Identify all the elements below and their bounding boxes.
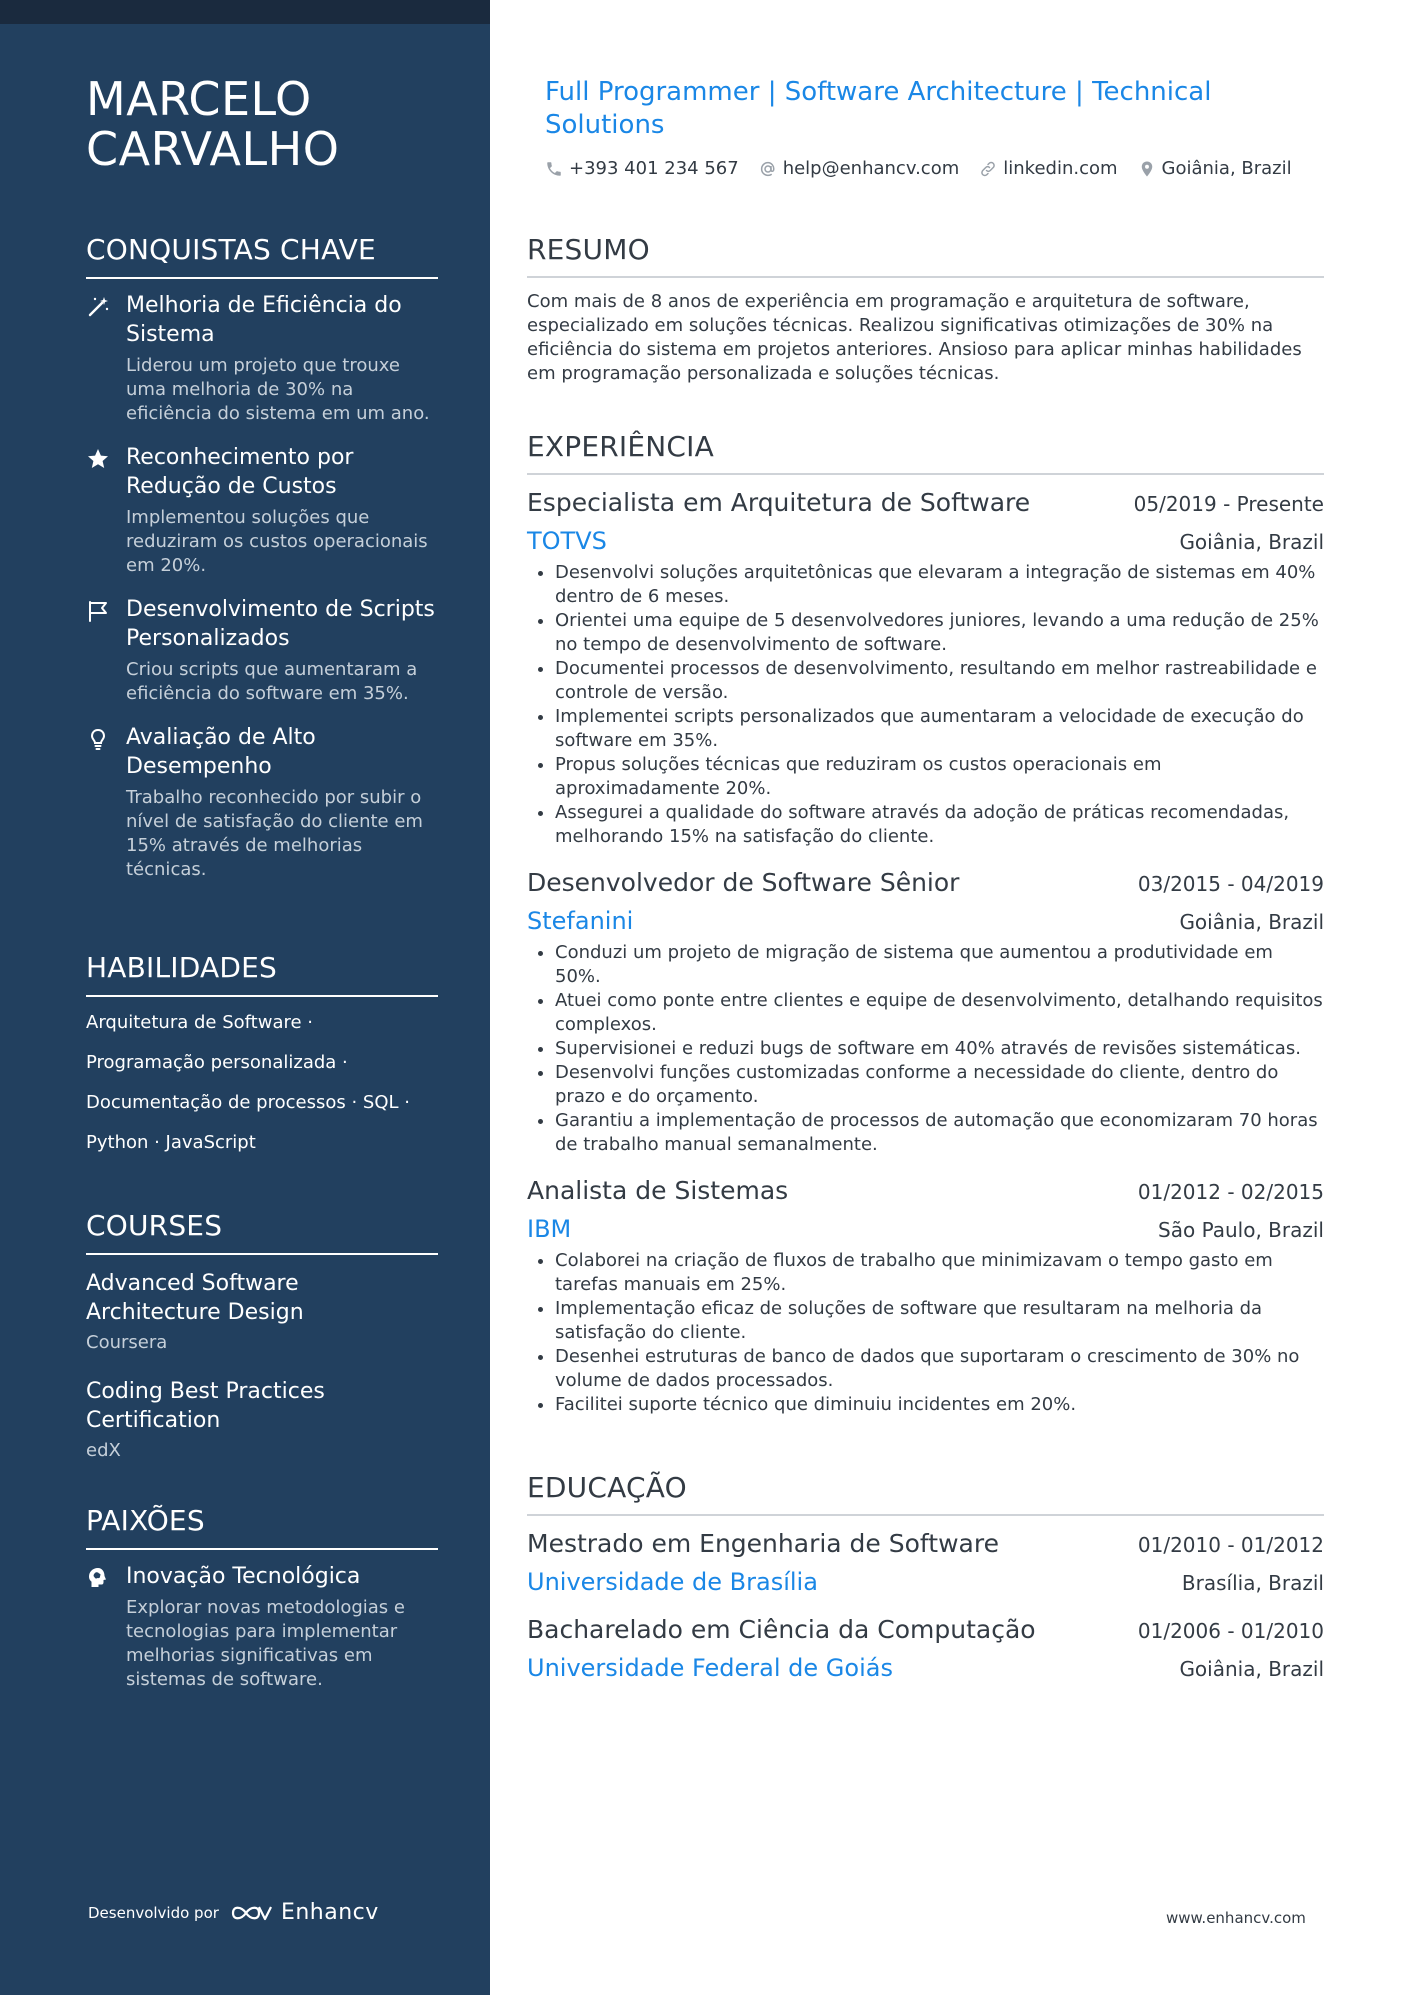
skill-line: Arquitetura de Software · (86, 1012, 313, 1033)
education-degree: Bacharelado em Ciência da Computação (527, 1615, 1036, 1644)
passion-item (86, 1562, 438, 1692)
at-icon (759, 160, 777, 178)
headline: Full Programmer | Software Architecture | Technical Solutions (545, 77, 1212, 140)
powered-by-label: Desenvolvido por (88, 1903, 219, 1922)
job-bullets (527, 1249, 1324, 1417)
course-provider: Coursera (86, 1332, 168, 1353)
name-first: MARCELO (86, 72, 312, 126)
course-title: Advanced Software Architecture Design (86, 1271, 304, 1325)
skill-line: Programação personalizada · (86, 1052, 348, 1073)
achievement-item (86, 291, 438, 426)
job-location: São Paulo, Brazil (1158, 1218, 1324, 1242)
flag-icon (86, 599, 110, 623)
candidate-name (86, 74, 466, 174)
achievements-heading: CONQUISTAS CHAVE (86, 232, 438, 279)
achievement-description: Trabalho reconhecido por subir o nível de satisfação do cliente em 15% através de melhorias técnicas. (126, 787, 423, 880)
phone-icon (545, 160, 563, 178)
website-link[interactable]: www.enhancv.com (1166, 1909, 1306, 1927)
skills-heading: HABILIDADES (86, 950, 438, 997)
education-heading: EDUCAÇÃO (527, 1470, 1324, 1516)
experience-section (527, 429, 1324, 1417)
achievement-description: Implementou soluções que reduziram os custos operacionais em 20%. (126, 507, 428, 576)
summary-text: Com mais de 8 anos de experiência em programação e arquitetura de software, especializado em soluções técnicas. Realizou significativas otimizações de 30% na eficiência do sistema em projetos anteriores. Ansioso para aplicar minhas habilidades em programação personalizada e soluções técnicas. (527, 291, 1302, 384)
contact-bar (545, 158, 1312, 179)
linkedin-text: linkedin.com (1003, 158, 1118, 179)
location-text: Goiânia, Brazil (1161, 158, 1292, 179)
job-title: Analista de Sistemas (527, 1176, 789, 1205)
job-title: Especialista em Arquitetura de Software (527, 488, 1031, 517)
job-title: Desenvolvedor de Software Sênior (527, 868, 960, 897)
job-bullet: • Supervisionei e reduzi bugs de software em 40% através de revisões sistemáticas. (555, 1037, 1324, 1061)
job-dates: 03/2015 - 04/2019 (1137, 872, 1324, 896)
job-company[interactable]: IBM (527, 1215, 572, 1243)
course-provider: edX (86, 1440, 121, 1461)
passion-description: Explorar novas metodologias e tecnologias para implementar melhorias significativas em sistemas de software. (126, 1597, 405, 1690)
education-location: Brasília, Brazil (1181, 1571, 1324, 1595)
job-bullet: • Conduzi um projeto de migração de sistema que aumentou a produtividade em 50%. (555, 941, 1324, 989)
job-company[interactable]: Stefanini (527, 907, 634, 935)
job-entry (527, 1175, 1324, 1417)
achievement-description: Liderou um projeto que trouxe uma melhoria de 30% na eficiência do sistema em um ano. (126, 355, 430, 424)
job-bullets (527, 941, 1324, 1157)
education-entry (527, 1528, 1324, 1598)
achievement-title: Reconhecimento por Redução de Custos (126, 445, 354, 499)
enhancv-logo-icon (229, 1902, 275, 1924)
education-section (527, 1470, 1324, 1684)
job-bullet: • Orientei uma equipe de 5 desenvolvedores juniores, levando a uma redução de 25% no tempo de desenvolvimento de software. (555, 609, 1324, 657)
education-location: Goiânia, Brazil (1179, 1657, 1324, 1681)
powered-by (88, 1900, 379, 1925)
job-bullet: • Desenvolvi funções customizadas conforme a necessidade do cliente, dentro do prazo e do orçamento. (555, 1061, 1324, 1109)
job-bullet: • Atuei como ponte entre clientes e equipe de desenvolvimento, detalhando requisitos complexos. (555, 989, 1324, 1037)
course-title: Coding Best Practices Certification (86, 1379, 325, 1433)
job-bullet: • Documentei processos de desenvolvimento, resultando em melhor rastreabilidade e controle de versão. (555, 657, 1324, 705)
education-dates: 01/2006 - 01/2010 (1137, 1619, 1324, 1643)
passions-section (86, 1503, 438, 1692)
summary-heading: RESUMO (527, 232, 1324, 278)
job-bullet: • Desenhei estruturas de banco de dados que suportaram o crescimento de 30% no volume de dados processados. (555, 1345, 1324, 1393)
sidebar (0, 0, 490, 1995)
job-bullet: • Implementei scripts personalizados que aumentaram a velocidade de execução do software em 35%. (555, 705, 1324, 753)
star-icon (86, 447, 110, 471)
contact-location (1138, 158, 1292, 179)
job-bullet: • Assegurei a qualidade do software através da adoção de práticas recomendadas, melhorando 15% na satisfação do cliente. (555, 801, 1324, 849)
job-bullet: • Garantiu a implementação de processos de automação que economizaram 70 horas de trabalho manual semanalmente. (555, 1109, 1324, 1157)
enhancv-logo[interactable] (229, 1900, 379, 1925)
magic-wand-icon (86, 295, 110, 319)
achievement-item (86, 595, 438, 706)
job-bullet: • Desenvolvi soluções arquitetônicas que elevaram a integração de sistemas em 40% dentro de 6 meses. (555, 561, 1324, 609)
achievements-section (86, 232, 438, 882)
job-entry (527, 487, 1324, 849)
education-school[interactable]: Universidade Federal de Goiás (527, 1654, 893, 1682)
achievement-title: Desenvolvimento de Scripts Personalizados (126, 597, 435, 651)
education-entry (527, 1614, 1324, 1684)
course-item (86, 1377, 438, 1463)
achievement-item (86, 443, 438, 578)
skill-line: Python · JavaScript (86, 1132, 256, 1153)
job-bullet: • Colaborei na criação de fluxos de trabalho que minimizavam o tempo gasto em tarefas manuais em 25%. (555, 1249, 1324, 1297)
name-last: CARVALHO (86, 122, 340, 176)
head-brain-icon (86, 1566, 110, 1590)
job-bullet: • Propus soluções técnicas que reduziram os custos operacionais em aproximadamente 20%. (555, 753, 1324, 801)
job-bullets (527, 561, 1324, 849)
passion-title: Inovação Tecnológica (126, 1564, 361, 1589)
job-location: Goiânia, Brazil (1179, 530, 1324, 554)
lightbulb-icon (86, 727, 110, 751)
job-entry (527, 867, 1324, 1157)
achievement-title: Melhoria de Eficiência do Sistema (126, 293, 402, 347)
education-degree: Mestrado em Engenharia de Software (527, 1529, 999, 1558)
job-bullet: • Facilitei suporte técnico que diminuiu incidentes em 20%. (555, 1393, 1324, 1417)
email-text: help@enhancv.com (782, 158, 960, 179)
courses-heading: COURSES (86, 1208, 438, 1255)
job-location: Goiânia, Brazil (1179, 910, 1324, 934)
job-bullet: • Implementação eficaz de soluções de software que resultaram na melhoria da satisfação do cliente. (555, 1297, 1324, 1345)
experience-heading: EXPERIÊNCIA (527, 429, 1324, 475)
skill-line: Documentação de processos · SQL · (86, 1092, 410, 1113)
job-dates: 05/2019 - Presente (1133, 492, 1324, 516)
link-icon (979, 160, 997, 178)
education-dates: 01/2010 - 01/2012 (1137, 1533, 1324, 1557)
enhancv-brand: Enhancv (280, 1900, 379, 1925)
skills-section (86, 950, 438, 1171)
education-school[interactable]: Universidade de Brasília (527, 1568, 818, 1596)
job-company[interactable]: TOTVS (527, 527, 607, 555)
achievement-description: Criou scripts que aumentaram a eficiência do software em 35%. (126, 659, 418, 704)
location-pin-icon (1138, 160, 1156, 178)
passions-heading: PAIXÕES (86, 1503, 438, 1550)
sidebar-top-bar (0, 0, 490, 24)
courses-section (86, 1208, 438, 1463)
contact-email[interactable] (759, 158, 960, 179)
contact-phone[interactable] (545, 158, 739, 179)
job-dates: 01/2012 - 02/2015 (1137, 1180, 1324, 1204)
phone-text: +393 401 234 567 (569, 158, 739, 179)
summary-section (527, 232, 1324, 386)
achievement-title: Avaliação de Alto Desempenho (126, 725, 316, 779)
contact-linkedin[interactable] (979, 158, 1117, 179)
course-item (86, 1269, 438, 1355)
achievement-item (86, 723, 438, 882)
